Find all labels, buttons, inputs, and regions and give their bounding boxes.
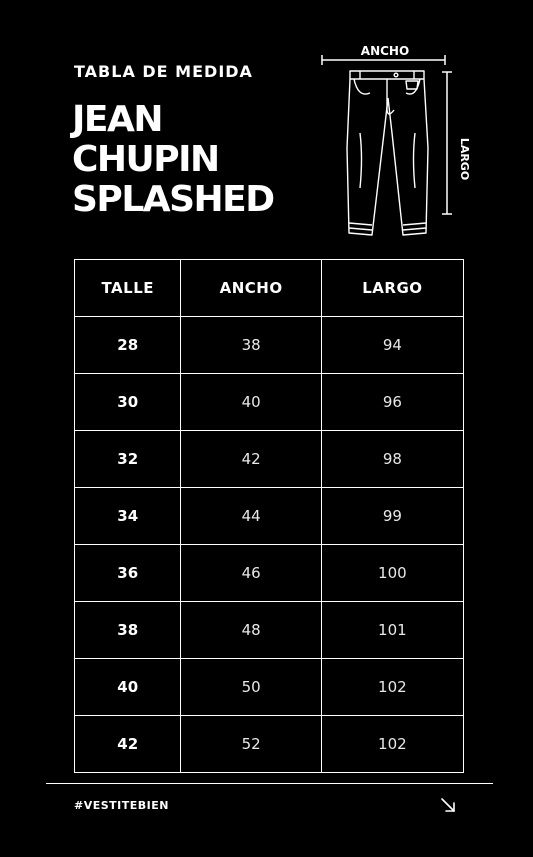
length-cell: 102 [321, 659, 463, 716]
width-cell: 52 [181, 716, 321, 773]
width-cell: 48 [181, 602, 321, 659]
size-cell: 32 [75, 431, 181, 488]
jeans-outline-icon [310, 38, 480, 253]
length-cell: 94 [321, 317, 463, 374]
width-cell: 44 [181, 488, 321, 545]
table-row [75, 488, 464, 545]
arrow-down-right-icon [440, 797, 456, 813]
footer-divider [46, 783, 493, 784]
jeans-measurement-diagram [310, 38, 480, 253]
size-cell: 28 [75, 317, 181, 374]
table-header-row [75, 260, 464, 317]
chart-subtitle: TABLA DE MEDIDA [74, 62, 253, 81]
table-row [75, 317, 464, 374]
width-cell: 40 [181, 374, 321, 431]
length-cell: 101 [321, 602, 463, 659]
table-row [75, 545, 464, 602]
length-cell: 96 [321, 374, 463, 431]
column-header-width: ANCHO [181, 260, 321, 317]
size-cell: 34 [75, 488, 181, 545]
size-cell: 40 [75, 659, 181, 716]
size-cell: 30 [75, 374, 181, 431]
length-label: LARGO [458, 137, 471, 181]
column-header-size: TALLE [75, 260, 181, 317]
length-measure-line [442, 72, 452, 214]
hashtag-text: #VESTITEBIEN [74, 799, 169, 812]
table-row [75, 659, 464, 716]
width-cell: 42 [181, 431, 321, 488]
title-line: CHUPIN [72, 139, 219, 180]
table-row [75, 716, 464, 773]
length-cell: 99 [321, 488, 463, 545]
table-row [75, 602, 464, 659]
title-line: JEAN [72, 99, 162, 140]
length-cell: 102 [321, 716, 463, 773]
column-header-length: LARGO [321, 260, 463, 317]
width-cell: 38 [181, 317, 321, 374]
width-label: ANCHO [360, 44, 410, 58]
table-row [75, 431, 464, 488]
size-cell: 38 [75, 602, 181, 659]
table-row [75, 374, 464, 431]
size-table [74, 259, 464, 773]
product-title [72, 100, 274, 220]
width-cell: 46 [181, 545, 321, 602]
size-cell: 36 [75, 545, 181, 602]
width-cell: 50 [181, 659, 321, 716]
title-line: SPLASHED [72, 179, 274, 220]
size-cell: 42 [75, 716, 181, 773]
length-cell: 100 [321, 545, 463, 602]
length-cell: 98 [321, 431, 463, 488]
